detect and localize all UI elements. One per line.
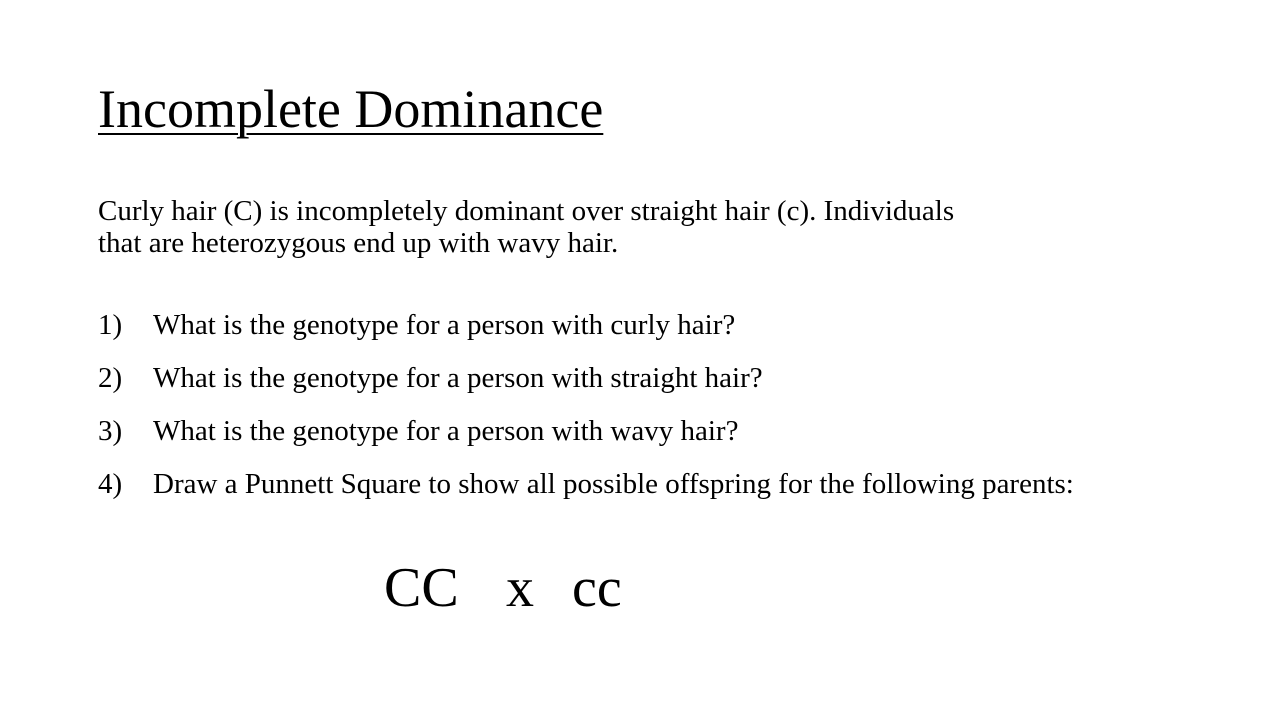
question-number: 2) — [98, 362, 123, 394]
question-text: Draw a Punnett Square to show all possible offspring for the following parents: — [153, 468, 1074, 500]
cross-operator: x — [506, 557, 534, 619]
question-item — [98, 309, 1178, 341]
parent-1-genotype: CC — [384, 557, 459, 619]
question-item — [98, 415, 1178, 447]
intro-paragraph — [98, 195, 1178, 259]
question-number: 1) — [98, 309, 123, 341]
question-text: What is the genotype for a person with straight hair? — [153, 362, 763, 394]
intro-line-1: Curly hair (C) is incompletely dominant over straight hair (c). Individuals — [98, 195, 955, 227]
genetic-cross — [384, 556, 622, 620]
question-list — [98, 309, 1178, 521]
question-number: 4) — [98, 468, 123, 500]
question-text: What is the genotype for a person with wavy hair? — [153, 415, 739, 447]
slide-title: Incomplete Dominance — [98, 79, 604, 139]
question-item — [98, 468, 1178, 500]
question-text: What is the genotype for a person with curly hair? — [153, 309, 736, 341]
question-item — [98, 362, 1178, 394]
parent-2-genotype: cc — [572, 557, 622, 619]
question-number: 3) — [98, 415, 123, 447]
intro-line-2: that are heterozygous end up with wavy hair. — [98, 227, 619, 259]
